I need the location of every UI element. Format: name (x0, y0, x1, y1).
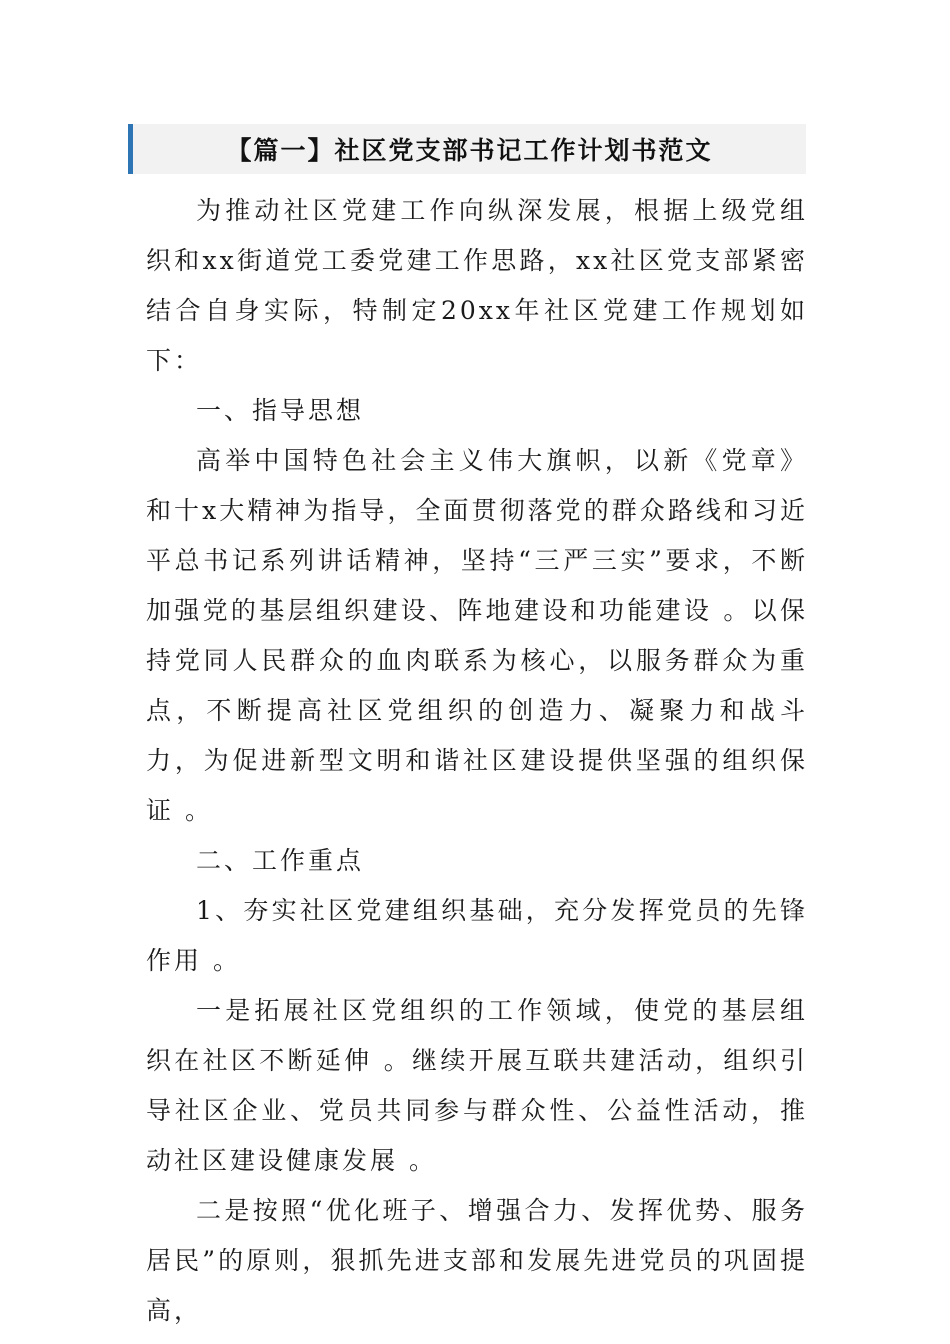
paragraph-guiding-thought: 高举中国特色社会主义伟大旗帜，以新《党章》和十x大精神为指导，全面贯彻落党的群众路线和习近平总书记系列讲话精神，坚持“三严三实”要求，不断加强党的基层组织建设、阵地建设和功能建设 。以保持党同人民群众的血肉联系为核心，以服务群众为重点，不断提高社区党组织的创造力、凝聚力和战斗力，为促进新型文明和谐社区建设提供坚强的组织保证 。 (146, 446, 808, 825)
paragraph-point-two: 二是按照“优化班子、增强合力、发挥优势、服务居民”的原则，狠抓先进支部和发展先进党员的巩固提高， (146, 1196, 808, 1325)
section-heading-work-focus: 二、工作重点 (196, 846, 365, 875)
paragraph-focus-item-1: 1、夯实社区党建组织基础，充分发挥党员的先锋作用 。 (146, 896, 808, 975)
document-title: 【篇一】社区党支部书记工作计划书范文 (226, 136, 713, 165)
paragraph-intro: 为推动社区党建工作向纵深发展，根据上级党组织和xx街道党工委党建工作思路，xx社区党支部紧密结合自身实际，特制定20xx年社区党建工作规划如下： (146, 196, 808, 375)
title-bar (128, 124, 806, 174)
document-body (146, 186, 808, 1336)
paragraph-point-one: 一是拓展社区党组织的工作领域，使党的基层组织在社区不断延伸 。继续开展互联共建活动，组织引导社区企业、党员共同参与群众性、公益性活动，推动社区建设健康发展 。 (146, 996, 808, 1175)
section-heading-guiding-thought: 一、指导思想 (196, 396, 365, 425)
